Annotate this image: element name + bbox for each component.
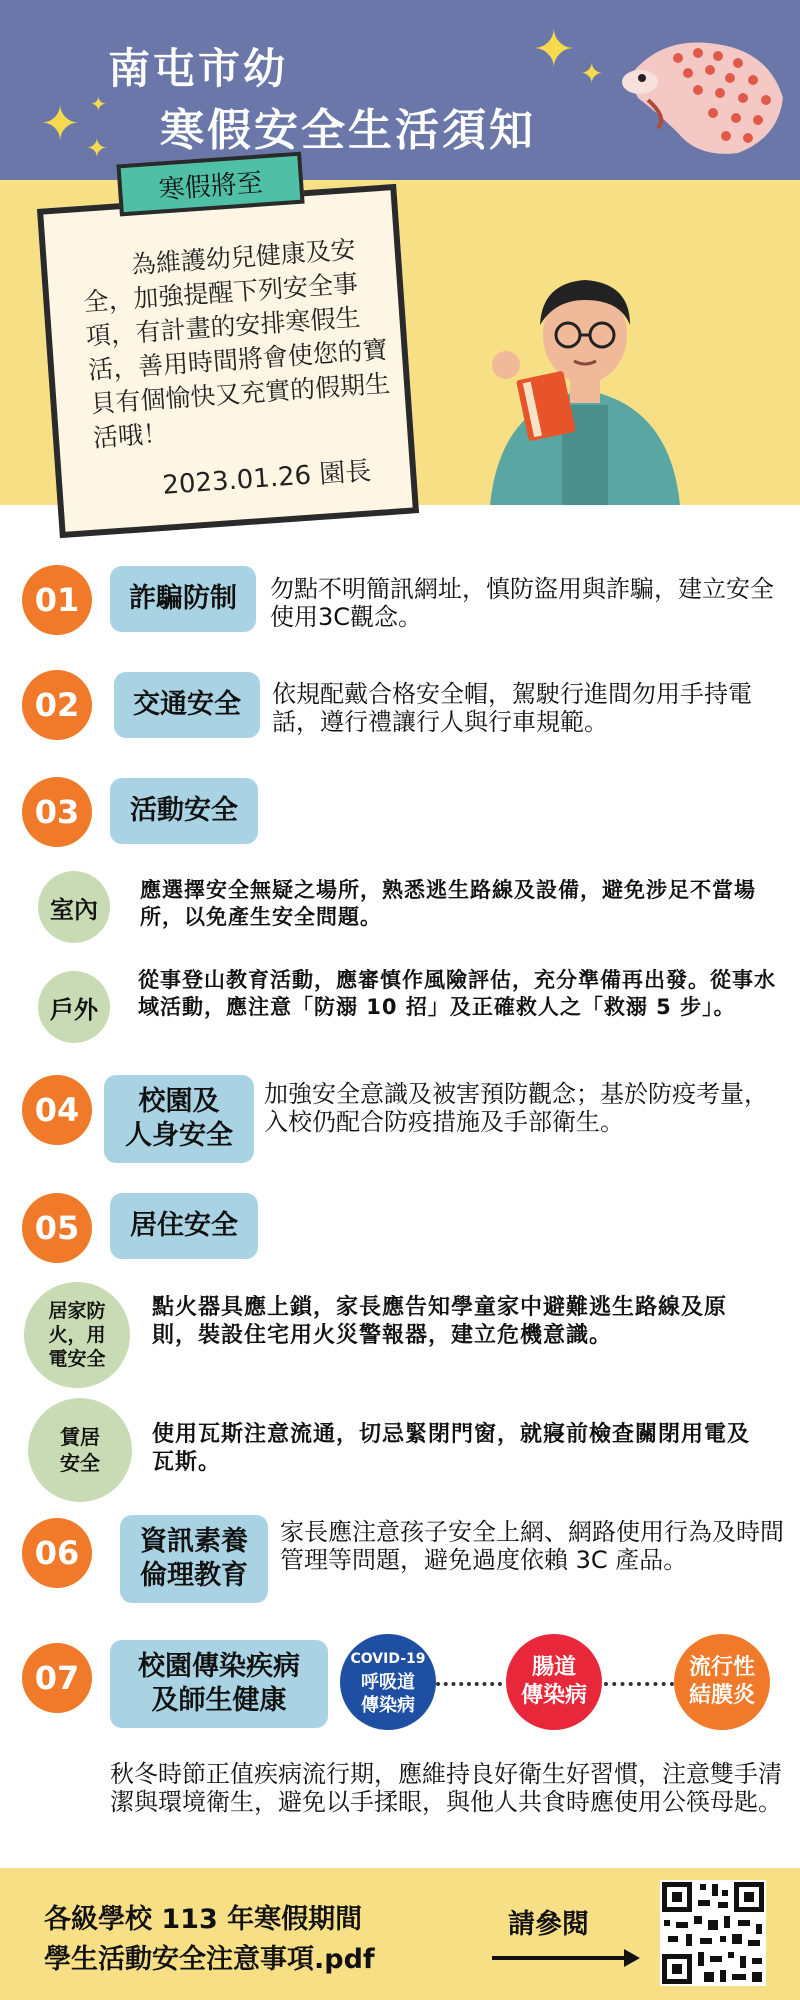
notice-tab: 寒假將至 — [116, 152, 304, 217]
item-number: 02 — [22, 670, 92, 740]
activity-outdoor-desc: 從事登山教育活動，應審慎作風險評估，充分準備再出發。從事水域活動，應注意「防溺 10 招」及正確救人之「救溺 5 步」。 — [138, 968, 776, 1019]
disease-conjunctivitis — [674, 1634, 770, 1730]
item-desc-fraud: 勿點不明簡訊網址，慎防盜用與詐騙，建立安全使用3C觀念。 — [270, 575, 774, 631]
item-tag-disease — [110, 1640, 328, 1728]
connector-dots — [604, 1682, 674, 1686]
item-number: 03 — [22, 777, 92, 847]
residence-fire-desc: 點火器具應上鎖，家長應告知學童家中避難逃生路線及原則，裝設住宅用火災警報器，建立危機意識。 — [152, 1295, 728, 1348]
residence-rental-label — [28, 1398, 132, 1502]
item-desc-info: 家長應注意孩子安全上網、網路使用行為及時間管理等問題，避免過度依賴 3C 產品。 — [280, 1518, 784, 1574]
teacher-illustration — [470, 255, 700, 505]
sub-label-line: 電安全 — [48, 1348, 106, 1370]
item-number: 06 — [22, 1518, 92, 1588]
footer-line: 各級學校 113 年寒假期間 — [44, 1904, 363, 1935]
footer-see-label: 請參閱 — [508, 1909, 589, 1940]
item-tag-line: 及師生健康 — [151, 1685, 287, 1716]
sub-label-line: 居家防 — [48, 1300, 106, 1322]
disease-line: 腸道 — [531, 1655, 576, 1680]
sub-label-line: 賃居 — [60, 1425, 100, 1449]
arrow-right-icon — [492, 1946, 640, 1970]
activity-indoor-desc: 應選擇安全無疑之場所，熟悉逃生路線及設備，避免涉足不當場所，以免產生安全問題。 — [140, 878, 756, 929]
notice-date: 2023.01.26 園長 — [161, 456, 373, 501]
item-tag-line: 倫理教育 — [140, 1560, 248, 1591]
title-main: 寒假安全生活須知 — [160, 105, 536, 156]
item-tag-activity: 活動安全 — [110, 778, 258, 844]
disease-line: 呼吸道 — [361, 1671, 415, 1693]
sparkle-icon: ✦ — [86, 134, 108, 164]
sparkle-icon: ✦ — [40, 96, 81, 152]
disease-line: 結膜炎 — [688, 1683, 755, 1708]
disease-line: 傳染病 — [361, 1694, 415, 1716]
item-tag-campus — [104, 1075, 254, 1163]
disease-line: 傳染病 — [520, 1683, 587, 1708]
item-tag-traffic: 交通安全 — [114, 672, 260, 738]
item-tag-line: 人身安全 — [125, 1120, 233, 1151]
item-desc-campus: 加強安全意識及被害預防觀念；基於防疫考量，入校仍配合防疫措施及手部衛生。 — [264, 1080, 768, 1136]
sparkle-icon: ✦ — [90, 92, 107, 116]
activity-indoor-label: 室內 — [38, 871, 110, 943]
item-number: 01 — [22, 565, 92, 635]
footer-document-link[interactable] — [44, 1900, 375, 1980]
sub-label-line: 安全 — [60, 1451, 100, 1475]
activity-outdoor-label: 戶外 — [38, 971, 110, 1043]
item-desc-traffic: 依規配戴合格安全帽，駕駛行進間勿用手持電話，遵行禮讓行人與行車規範。 — [272, 680, 752, 736]
item-number: 04 — [22, 1075, 92, 1145]
connector-dots — [436, 1682, 502, 1686]
item-tag-line: 校園傳染疾病 — [138, 1651, 300, 1682]
sub-label-line: 火，用 — [48, 1324, 106, 1346]
residence-rental-desc: 使用瓦斯注意流通，切忌緊閉門窗，就寢前檢查關閉用電及瓦斯。 — [152, 1422, 751, 1475]
title-school: 南屯市幼 — [108, 44, 289, 93]
notice-body: 為維護幼兒健康及安全，加強提醒下列安全事項，有計畫的安排寒假生活，善用時間將會使您的寶貝有個愉快又充實的假期生活哦！ — [80, 234, 391, 453]
pangolin-icon — [618, 18, 788, 158]
qr-code-icon[interactable] — [660, 1880, 766, 1986]
item-tag-line: 校園及 — [138, 1086, 220, 1117]
notice-card — [37, 184, 419, 538]
sparkle-icon: ✦ — [532, 20, 576, 80]
item-number: 05 — [22, 1193, 92, 1263]
residence-fire-label — [24, 1282, 130, 1388]
footer-line: 學生活動安全注意事項.pdf — [44, 1944, 375, 1975]
item-tag-fraud: 詐騙防制 — [110, 566, 256, 632]
item-number: 07 — [22, 1643, 92, 1713]
disease-line: COVID-19 — [350, 1650, 426, 1667]
sparkle-icon: ✦ — [580, 57, 604, 90]
disease-covid — [340, 1634, 436, 1730]
disease-line: 流行性 — [688, 1655, 755, 1680]
disease-enteric — [506, 1634, 602, 1730]
item-desc-disease: 秋冬時節正值疾病流行期，應維持良好衛生好習慣，注意雙手清潔與環境衛生，避免以手揉眼，與他人共食時應使用公筷母匙。 — [110, 1760, 782, 1816]
item-tag-info — [120, 1515, 268, 1603]
item-tag-residence: 居住安全 — [110, 1193, 258, 1259]
item-tag-line: 資訊素養 — [140, 1526, 248, 1557]
